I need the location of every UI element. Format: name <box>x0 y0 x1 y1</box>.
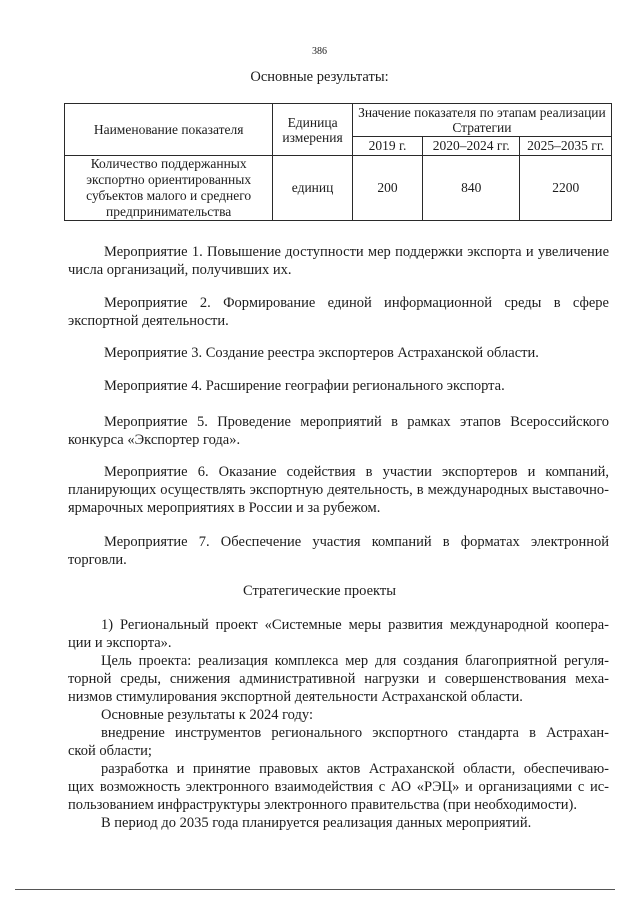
header-stage-2019: 2019 г. <box>352 137 422 156</box>
measure-2: Мероприятие 2. Формирование единой информационной среды в сфере экспортной деятельности. <box>68 295 609 329</box>
project-line: ской области; <box>68 743 152 759</box>
header-values-group: Значение показателя по этапам реализации Стратегии <box>352 104 611 137</box>
measure-1: Мероприятие 1. Повышение доступности мер поддержки экспорта и увеличение числа организаций, получивших их. <box>68 244 609 278</box>
header-stage-2025-2035: 2025–2035 гг. <box>520 137 612 156</box>
project-line: щих возможность электронного взаимодействия с АО «РЭЦ» и организациями с ис- <box>68 779 609 795</box>
results-table <box>64 103 612 221</box>
measure-5: Мероприятие 5. Проведение мероприятий в рамках этапов Всероссийского конкурса «Экспортер года». <box>68 414 609 448</box>
project-text <box>68 616 609 832</box>
value-2019-cell: 200 <box>352 156 422 221</box>
measure-3: Мероприятие 3. Создание реестра экспортеров Астраханской области. <box>104 345 539 361</box>
value-2020-2024-cell: 840 <box>423 156 520 221</box>
project-line: торной среды, снижения административной нагрузки и совершенствования меха- <box>68 671 609 687</box>
project-line: пользованием инфраструктуры электронного правительства (при необходимости). <box>68 797 577 813</box>
projects-heading: Стратегические проекты <box>243 583 396 599</box>
project-line: ции и экспорта». <box>68 635 172 651</box>
project-line: 1) Региональный проект «Системные меры развития международной коопера- <box>101 617 609 633</box>
project-line: низмов стимулирования экспортной деятельности Астраханской области. <box>68 689 523 705</box>
measure-7: Мероприятие 7. Обеспечение участия компаний в форматах электронной торговли. <box>68 534 609 568</box>
unit-cell: единиц <box>273 156 352 221</box>
indicator-name-cell: Количество поддержанных экспортно ориентированных субъектов малого и среднего предпринимательства <box>65 156 273 221</box>
table-row <box>65 156 612 221</box>
measure-6: Мероприятие 6. Оказание содействия в участии экспортеров и компаний, планирующих осуществлять экспортную деятельность, в международных выставочно-ярмарочных мероприятиях в России и за рубежом. <box>68 464 609 516</box>
results-heading: Основные результаты: <box>250 69 389 85</box>
project-line: Цель проекта: реализация комплекса мер для создания благоприятной регуля- <box>101 653 609 669</box>
header-stage-2020-2024: 2020–2024 гг. <box>423 137 520 156</box>
header-indicator-name: Наименование показателя <box>65 104 273 156</box>
value-2025-2035-cell: 2200 <box>520 156 612 221</box>
bottom-rule <box>15 889 615 890</box>
project-line: Основные результаты к 2024 году: <box>101 707 313 723</box>
measure-4: Мероприятие 4. Расширение географии регионального экспорта. <box>104 378 505 394</box>
header-unit: Единица измерения <box>273 104 352 156</box>
project-line: внедрение инструментов регионального экспортного стандарта в Астрахан- <box>101 725 609 741</box>
project-line: В период до 2035 года планируется реализация данных мероприятий. <box>101 815 532 831</box>
project-line: разработка и принятие правовых актов Астраханской области, обеспечиваю- <box>101 761 609 777</box>
page-number: 386 <box>312 46 327 57</box>
